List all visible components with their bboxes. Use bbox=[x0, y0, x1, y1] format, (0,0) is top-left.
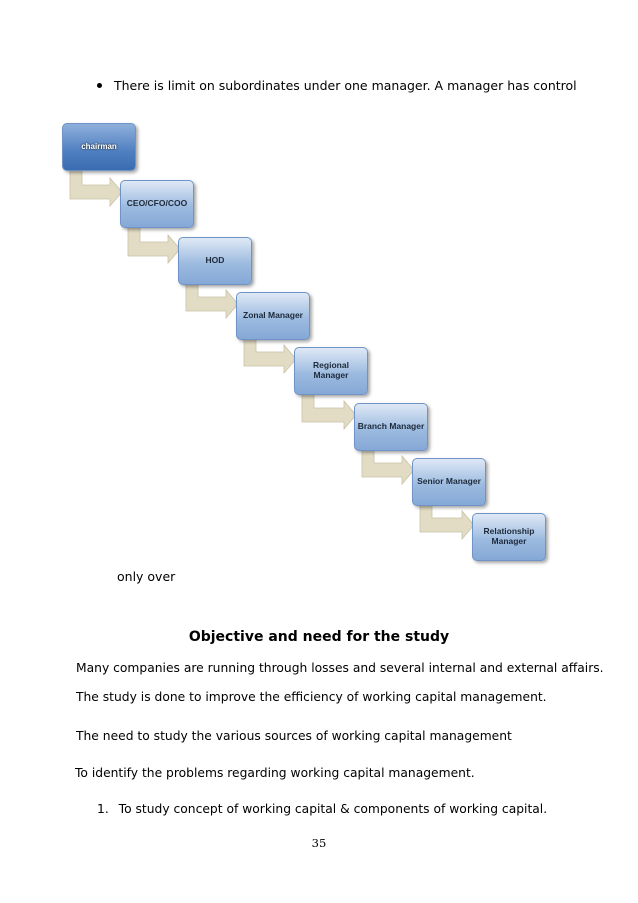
box-hod: HOD bbox=[178, 237, 252, 285]
connector-arrow bbox=[298, 393, 356, 433]
box-chairman: chairman bbox=[62, 123, 136, 171]
bullet-text: There is limit on subordinates under one manager. A manager has control bbox=[114, 78, 577, 93]
box-relationship-manager: Relationship Manager bbox=[472, 513, 546, 561]
connector-arrow bbox=[240, 338, 296, 377]
connector-arrow-shape bbox=[70, 169, 122, 206]
bullet-icon bbox=[97, 83, 102, 88]
connector-arrow-shape bbox=[244, 338, 296, 373]
connector-arrow-shape bbox=[302, 393, 356, 429]
connector-arrow bbox=[124, 226, 180, 267]
paragraph-1: Many companies are running through losses and several internal and external affairs. bbox=[76, 661, 604, 675]
item-text: To study concept of working capital & components of working capital. bbox=[118, 802, 548, 816]
box-ceo-cfo-coo: CEO/CFO/COO bbox=[120, 180, 194, 228]
connector-arrow-shape bbox=[420, 504, 474, 539]
connector-arrow-shape bbox=[128, 226, 180, 263]
page-number: 35 bbox=[311, 836, 327, 850]
box-regional-manager: Regional Manager bbox=[294, 347, 368, 395]
connector-arrow bbox=[416, 504, 474, 543]
paragraph-2: The study is done to improve the efficiency of working capital management. bbox=[76, 690, 547, 704]
bullet-item bbox=[97, 78, 577, 93]
numbered-item bbox=[97, 802, 547, 816]
box-senior-manager: Senior Manager bbox=[412, 458, 486, 506]
section-heading: Objective and need for the study bbox=[188, 629, 450, 645]
item-number: 1. bbox=[97, 802, 109, 816]
paragraph-3: The need to study the various sources of working capital management bbox=[76, 729, 512, 743]
box-branch-manager: Branch Manager bbox=[354, 403, 428, 451]
connector-arrow-shape bbox=[362, 449, 414, 484]
continuation-text: only over bbox=[117, 569, 176, 584]
paragraph-4: To identify the problems regarding working capital management. bbox=[75, 766, 475, 780]
box-zonal-manager: Zonal Manager bbox=[236, 292, 310, 340]
connector-arrow bbox=[66, 169, 122, 210]
connector-arrow-shape bbox=[186, 283, 238, 318]
connector-arrow bbox=[358, 449, 414, 488]
connector-arrow bbox=[182, 283, 238, 322]
